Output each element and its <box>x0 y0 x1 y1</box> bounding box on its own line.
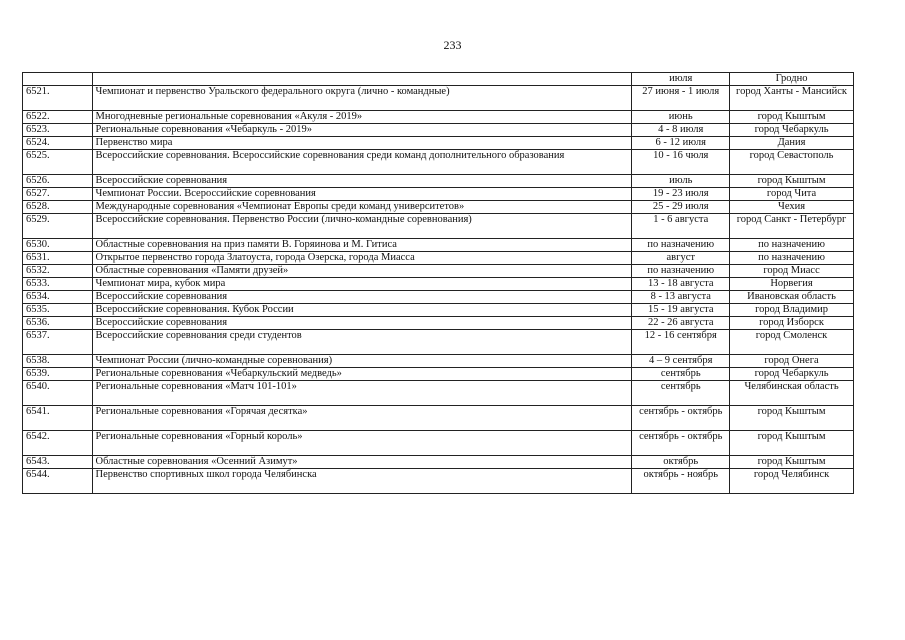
cell-number: 6526. <box>23 175 93 188</box>
cell-number: 6528. <box>23 201 93 214</box>
cell-number: 6529. <box>23 214 93 239</box>
cell-event-name: Всероссийские соревнования. Всероссийские соревнования среди команд дополнительного образования <box>92 150 632 175</box>
cell-event-name: Всероссийские соревнования <box>92 175 632 188</box>
table-row <box>23 175 854 188</box>
table-row <box>23 381 854 406</box>
cell-number: 6524. <box>23 137 93 150</box>
cell-place: город Онега <box>730 355 854 368</box>
cell-number: 6530. <box>23 239 93 252</box>
cell-event-name: Всероссийские соревнования <box>92 291 632 304</box>
table-row <box>23 239 854 252</box>
cell-date: 22 - 26 августа <box>632 317 730 330</box>
cell-number: 6527. <box>23 188 93 201</box>
cell-date: 6 - 12 июля <box>632 137 730 150</box>
cell-date: октябрь <box>632 456 730 469</box>
cell-number: 6543. <box>23 456 93 469</box>
cell-date: июль <box>632 175 730 188</box>
cell-date: по назначению <box>632 265 730 278</box>
cell-date: 25 - 29 июля <box>632 201 730 214</box>
cell-event-name: Чемпионат и первенство Уральского федерального округа (лично - командные) <box>92 86 632 111</box>
table-row <box>23 406 854 431</box>
table-row <box>23 124 854 137</box>
table-row <box>23 150 854 175</box>
table-row <box>23 73 854 86</box>
cell-place: город Кыштым <box>730 111 854 124</box>
cell-date: сентябрь <box>632 381 730 406</box>
cell-number: 6537. <box>23 330 93 355</box>
cell-place: город Санкт - Петербург <box>730 214 854 239</box>
table-row <box>23 456 854 469</box>
cell-place: город Кыштым <box>730 456 854 469</box>
cell-event-name: Областные соревнования «Памяти друзей» <box>92 265 632 278</box>
cell-place: город Чебаркуль <box>730 124 854 137</box>
table-row <box>23 431 854 456</box>
cell-number: 6544. <box>23 469 93 494</box>
cell-date: сентябрь - октябрь <box>632 431 730 456</box>
cell-number: 6521. <box>23 86 93 111</box>
table-row <box>23 137 854 150</box>
cell-date: 19 - 23 июля <box>632 188 730 201</box>
cell-date: июля <box>632 73 730 86</box>
cell-event-name: Всероссийские соревнования. Кубок России <box>92 304 632 317</box>
table-row <box>23 355 854 368</box>
cell-date: 4 - 8 июля <box>632 124 730 137</box>
cell-event-name: Первенство спортивных школ города Челябинска <box>92 469 632 494</box>
cell-date: 8 - 13 августа <box>632 291 730 304</box>
cell-event-name: Всероссийские соревнования. Первенство России (лично-командные соревнования) <box>92 214 632 239</box>
table-row <box>23 214 854 239</box>
cell-place: по назначению <box>730 239 854 252</box>
table-row <box>23 368 854 381</box>
cell-date: 10 - 16 чюля <box>632 150 730 175</box>
cell-event-name: Региональные соревнования «Горный король» <box>92 431 632 456</box>
cell-event-name: Региональные соревнования «Чебаркуль - 2019» <box>92 124 632 137</box>
cell-event-name <box>92 73 632 86</box>
cell-number: 6522. <box>23 111 93 124</box>
cell-number <box>23 73 93 86</box>
table-row <box>23 304 854 317</box>
cell-number: 6538. <box>23 355 93 368</box>
cell-date: 4 – 9 сентября <box>632 355 730 368</box>
cell-place: Чехия <box>730 201 854 214</box>
table-row <box>23 317 854 330</box>
cell-date: по назначению <box>632 239 730 252</box>
table-row <box>23 86 854 111</box>
cell-event-name: Региональные соревнования «Чебаркульский медведь» <box>92 368 632 381</box>
cell-number: 6531. <box>23 252 93 265</box>
cell-place: Ивановская область <box>730 291 854 304</box>
events-table <box>22 72 854 494</box>
cell-number: 6523. <box>23 124 93 137</box>
cell-place: город Миасс <box>730 265 854 278</box>
cell-place: город Кыштым <box>730 406 854 431</box>
cell-date: 27 июня - 1 июля <box>632 86 730 111</box>
cell-event-name: Областные соревнования на приз памяти В. Горяинова и М. Гитиса <box>92 239 632 252</box>
cell-date: 1 - 6 августа <box>632 214 730 239</box>
cell-date: июнь <box>632 111 730 124</box>
cell-number: 6539. <box>23 368 93 381</box>
cell-event-name: Первенство мира <box>92 137 632 150</box>
cell-event-name: Чемпионат мира, кубок мира <box>92 278 632 291</box>
cell-place: Дания <box>730 137 854 150</box>
cell-place: Норвегия <box>730 278 854 291</box>
cell-number: 6540. <box>23 381 93 406</box>
cell-date: сентябрь <box>632 368 730 381</box>
cell-place: Гродно <box>730 73 854 86</box>
cell-event-name: Чемпионат России (лично-командные соревнования) <box>92 355 632 368</box>
cell-date: август <box>632 252 730 265</box>
cell-place: город Кыштым <box>730 175 854 188</box>
table-row <box>23 265 854 278</box>
cell-place: город Кыштым <box>730 431 854 456</box>
page-number: 233 <box>443 38 462 52</box>
table-row <box>23 330 854 355</box>
cell-number: 6533. <box>23 278 93 291</box>
table-row <box>23 469 854 494</box>
cell-place: город Смоленск <box>730 330 854 355</box>
cell-number: 6534. <box>23 291 93 304</box>
cell-place: Челябинская область <box>730 381 854 406</box>
cell-event-name: Международные соревнования «Чемпионат Европы среди команд университетов» <box>92 201 632 214</box>
cell-number: 6542. <box>23 431 93 456</box>
cell-number: 6525. <box>23 150 93 175</box>
cell-date: 12 - 16 сентября <box>632 330 730 355</box>
cell-number: 6541. <box>23 406 93 431</box>
table-row <box>23 188 854 201</box>
cell-place: город Челябинск <box>730 469 854 494</box>
cell-place: город Севастополь <box>730 150 854 175</box>
cell-place: город Ханты - Мансийск <box>730 86 854 111</box>
cell-date: 13 - 18 августа <box>632 278 730 291</box>
cell-date: сентябрь - октябрь <box>632 406 730 431</box>
cell-date: 15 - 19 августа <box>632 304 730 317</box>
cell-event-name: Чемпионат России. Всероссийские соревнования <box>92 188 632 201</box>
cell-place: город Чебаркуль <box>730 368 854 381</box>
cell-event-name: Многодневные региональные соревнования «Акуля - 2019» <box>92 111 632 124</box>
cell-place: город Владимир <box>730 304 854 317</box>
table-row <box>23 201 854 214</box>
cell-event-name: Всероссийские соревнования <box>92 317 632 330</box>
table-row <box>23 252 854 265</box>
table-row <box>23 291 854 304</box>
cell-number: 6532. <box>23 265 93 278</box>
cell-number: 6536. <box>23 317 93 330</box>
cell-place: город Изборск <box>730 317 854 330</box>
cell-event-name: Всероссийские соревнования среди студентов <box>92 330 632 355</box>
cell-place: город Чита <box>730 188 854 201</box>
table-row <box>23 111 854 124</box>
cell-event-name: Региональные соревнования «Матч 101-101» <box>92 381 632 406</box>
cell-place: по назначению <box>730 252 854 265</box>
cell-event-name: Открытое первенство города Златоуста, города Озерска, города Миасса <box>92 252 632 265</box>
cell-number: 6535. <box>23 304 93 317</box>
table-row <box>23 278 854 291</box>
cell-date: октябрь - ноябрь <box>632 469 730 494</box>
cell-event-name: Областные соревнования «Осенний Азимут» <box>92 456 632 469</box>
cell-event-name: Региональные соревнования «Горячая десятка» <box>92 406 632 431</box>
